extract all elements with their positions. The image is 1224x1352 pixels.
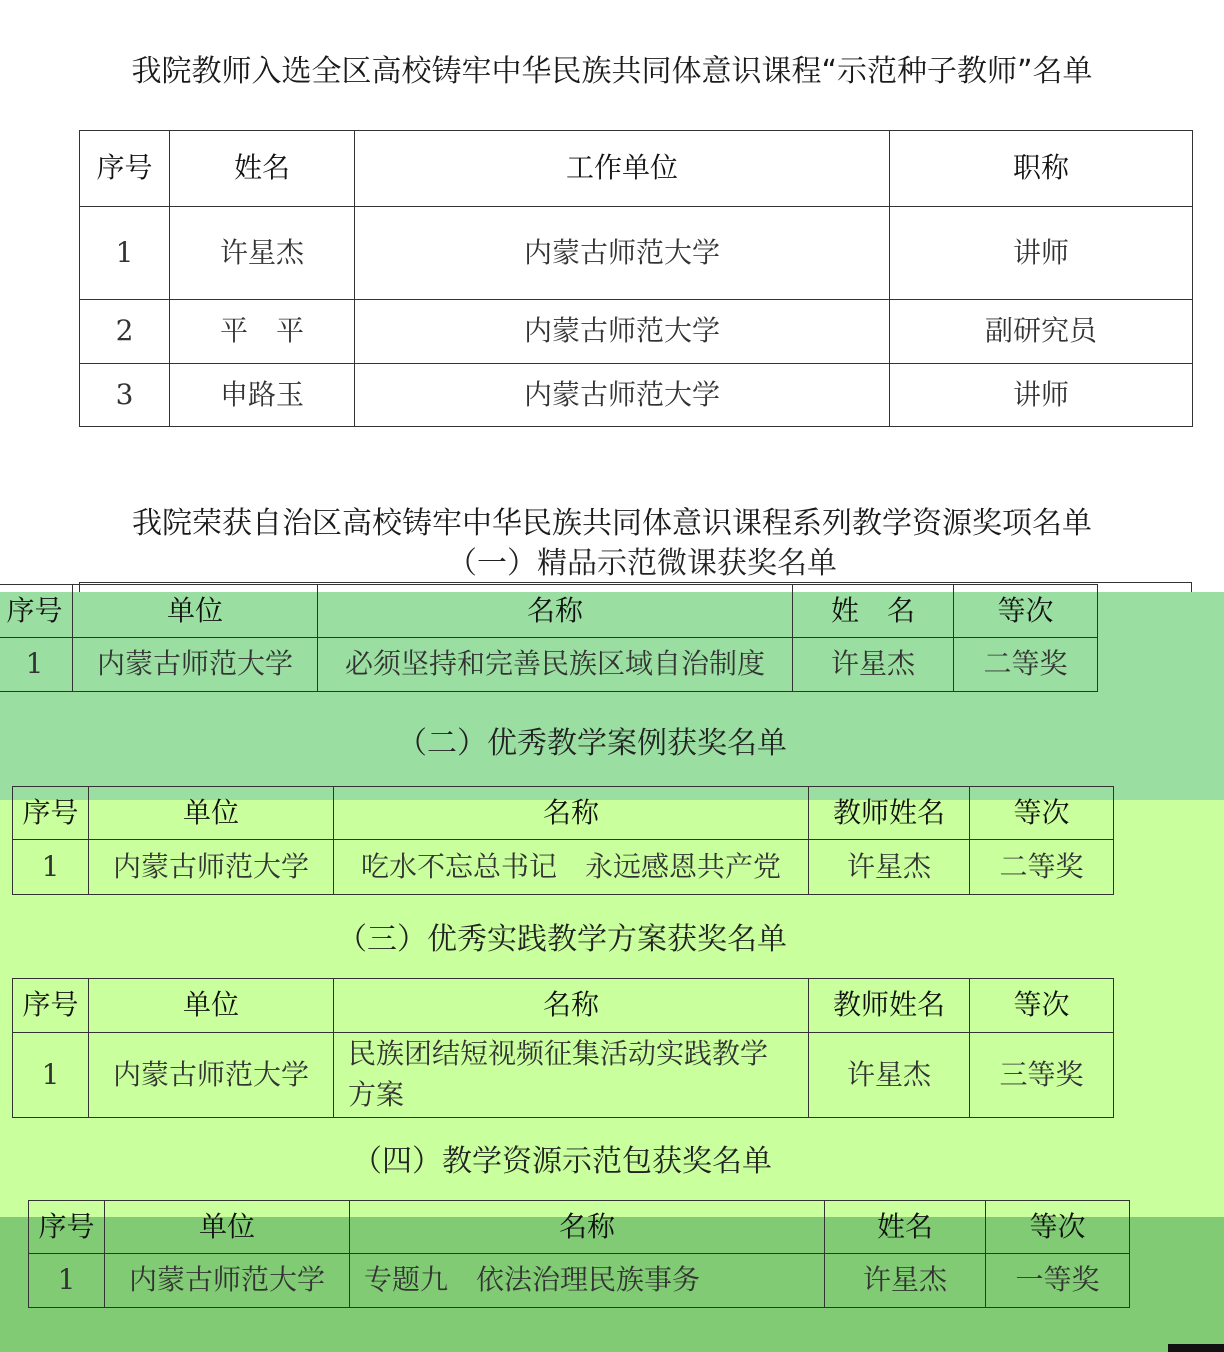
cell-title: 必须坚持和完善民族区域自治制度: [318, 638, 793, 692]
section-heading-2: （二）优秀教学案例获奖名单: [397, 726, 787, 761]
teachers-table: [79, 130, 1193, 427]
award-table-4: [28, 1200, 1130, 1308]
cell-title: 吃水不忘总书记 永远感恩共产党: [334, 840, 809, 895]
cell-rank: 二等奖: [970, 840, 1114, 895]
cell-name: 许星杰: [825, 1254, 986, 1308]
cell-unit: 内蒙古师范大学: [89, 1033, 334, 1118]
cell-title: 讲师: [890, 207, 1193, 300]
cell-index: 1: [13, 1033, 89, 1118]
corner-artifact: [1168, 1344, 1224, 1352]
cell-name: 许星杰: [809, 840, 970, 895]
cell-index: 1: [0, 638, 73, 692]
award-table-1: [0, 584, 1098, 692]
table-header-row: [29, 1201, 1130, 1254]
col-title: 名称: [334, 787, 809, 840]
col-title: 名称: [350, 1201, 825, 1254]
col-index: 序号: [29, 1201, 105, 1254]
col-unit: 工作单位: [355, 131, 890, 207]
cell-title: 民族团结短视频征集活动实践教学方案: [334, 1033, 809, 1118]
col-name: 姓名: [170, 131, 355, 207]
col-rank: 等次: [954, 585, 1098, 638]
col-index: 序号: [13, 787, 89, 840]
section-heading-4: （四）教学资源示范包获奖名单: [352, 1144, 772, 1179]
table-row: [80, 364, 1193, 427]
cell-unit: 内蒙古师范大学: [355, 300, 890, 364]
col-title: 名称: [318, 585, 793, 638]
col-unit: 单位: [89, 979, 334, 1033]
cell-title: 专题九 依法治理民族事务: [350, 1254, 825, 1308]
col-name: 教师姓名: [809, 979, 970, 1033]
cell-index: 1: [29, 1254, 105, 1308]
cell-index: 1: [13, 840, 89, 895]
table-row: [13, 1033, 1114, 1118]
cell-unit: 内蒙古师范大学: [355, 364, 890, 427]
cell-rank: 一等奖: [986, 1254, 1130, 1308]
awards-title: 我院荣获自治区高校铸牢中华民族共同体意识课程系列教学资源奖项名单: [132, 506, 1092, 541]
col-unit: 单位: [89, 787, 334, 840]
table-header-row: [13, 979, 1114, 1033]
cell-unit: 内蒙古师范大学: [89, 840, 334, 895]
cell-name: 许星杰: [170, 207, 355, 300]
cell-title: 副研究员: [890, 300, 1193, 364]
award-table-2: [12, 786, 1114, 895]
col-rank: 等次: [970, 787, 1114, 840]
table-row: [29, 1254, 1130, 1308]
table-header-row: [13, 787, 1114, 840]
col-name: 教师姓名: [809, 787, 970, 840]
cell-title: 讲师: [890, 364, 1193, 427]
cell-rank: 二等奖: [954, 638, 1098, 692]
cell-name: 许星杰: [793, 638, 954, 692]
cell-unit: 内蒙古师范大学: [73, 638, 318, 692]
col-index: 序号: [13, 979, 89, 1033]
table-header-row: [80, 131, 1193, 207]
table-row: [13, 840, 1114, 895]
cell-rank: 三等奖: [970, 1033, 1114, 1118]
table-header-row: [0, 585, 1098, 638]
col-name: 姓名: [825, 1201, 986, 1254]
cell-index: 2: [80, 300, 170, 364]
col-title: 职称: [890, 131, 1193, 207]
cell-name: 平 平: [170, 300, 355, 364]
cell-index: 1: [80, 207, 170, 300]
table-row: [80, 207, 1193, 300]
cell-unit: 内蒙古师范大学: [105, 1254, 350, 1308]
col-title: 名称: [334, 979, 809, 1033]
col-rank: 等次: [986, 1201, 1130, 1254]
award-table-3: [12, 978, 1114, 1118]
col-index: 序号: [80, 131, 170, 207]
col-unit: 单位: [105, 1201, 350, 1254]
col-unit: 单位: [73, 585, 318, 638]
col-name: 姓 名: [793, 585, 954, 638]
table-row: [0, 638, 1098, 692]
cell-index: 3: [80, 364, 170, 427]
section-heading-1: （一）精品示范微课获奖名单: [447, 546, 837, 581]
col-index: 序号: [0, 585, 73, 638]
col-rank: 等次: [970, 979, 1114, 1033]
cell-name: 申路玉: [170, 364, 355, 427]
page-title: 我院教师入选全区高校铸牢中华民族共同体意识课程“示范种子教师”名单: [131, 54, 1093, 89]
cell-unit: 内蒙古师范大学: [355, 207, 890, 300]
section-heading-3: （三）优秀实践教学方案获奖名单: [337, 922, 787, 957]
cell-name: 许星杰: [809, 1033, 970, 1118]
table-row: [80, 300, 1193, 364]
